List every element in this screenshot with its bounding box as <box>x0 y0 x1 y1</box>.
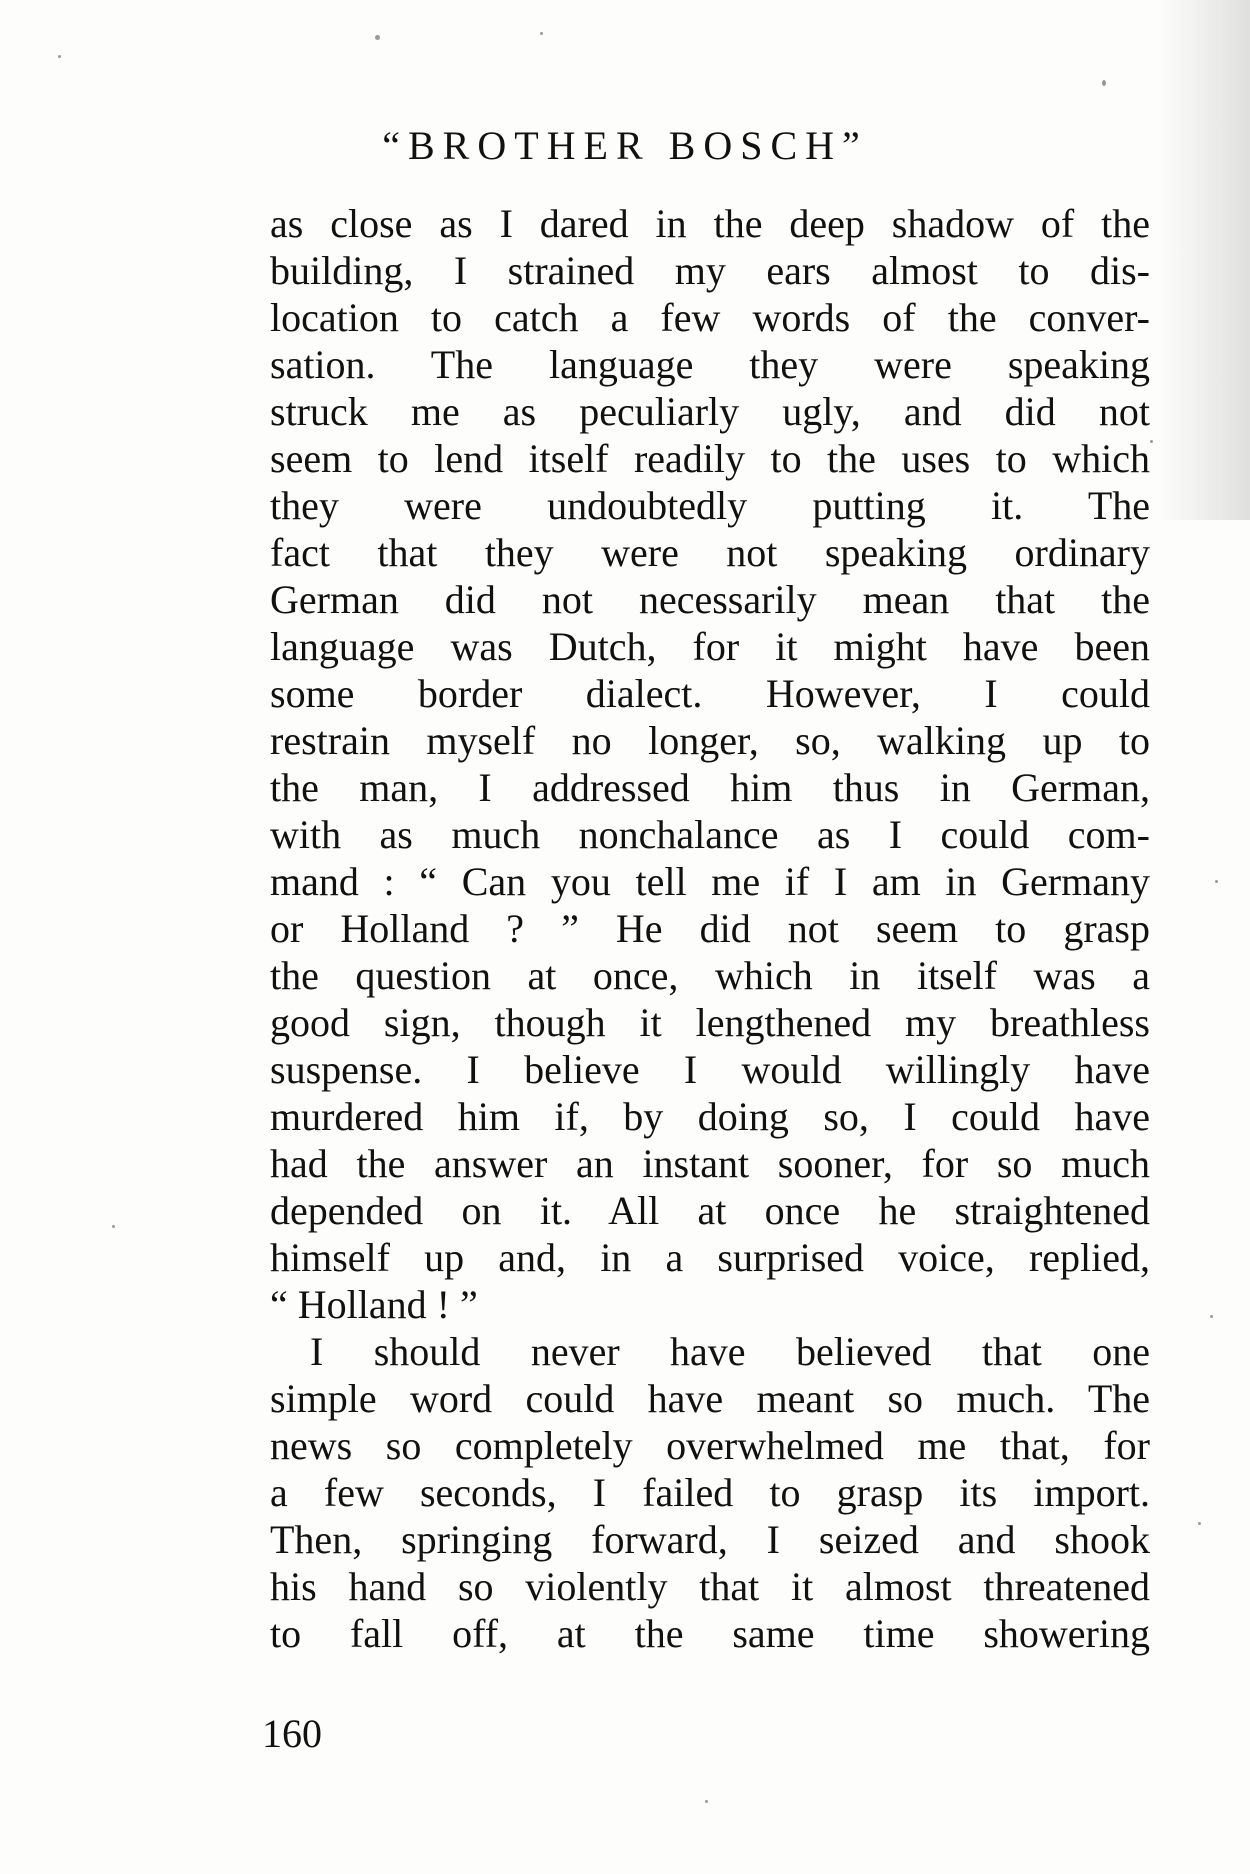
text-line: location to catch a few words of the conver- <box>270 295 1150 340</box>
text-line: the man, I addressed him thus in German, <box>270 765 1150 810</box>
page-number: 160 <box>262 1711 322 1756</box>
text-line: news so completely overwhelmed me that, for <box>270 1423 1150 1468</box>
text-line: building, I strained my ears almost to dis- <box>270 248 1150 293</box>
paragraph-1 <box>270 200 1150 1328</box>
text-line: his hand so violently that it almost threatened <box>270 1564 1150 1609</box>
text-line: murdered him if, by doing so, I could have <box>270 1094 1150 1139</box>
paragraph-2 <box>270 1328 1150 1657</box>
text-line: had the answer an instant sooner, for so much <box>270 1141 1150 1186</box>
text-line: they were undoubtedly putting it. The <box>270 483 1150 528</box>
text-line: fact that they were not speaking ordinary <box>270 530 1150 575</box>
text-line: himself up and, in a surprised voice, replied, <box>270 1235 1150 1280</box>
text-line: restrain myself no longer, so, walking up to <box>270 718 1150 763</box>
text-line: Then, springing forward, I seized and shook <box>270 1517 1150 1562</box>
text-line: good sign, though it lengthened my breathless <box>270 1000 1150 1045</box>
text-line: suspense. I believe I would willingly have <box>270 1047 1150 1092</box>
text-line: simple word could have meant so much. The <box>270 1376 1150 1421</box>
text-line: German did not necessarily mean that the <box>270 577 1150 622</box>
text-line: struck me as peculiarly ugly, and did not <box>270 389 1150 434</box>
page-edge-shadow <box>1160 0 1250 520</box>
text-line: “ Holland ! ” <box>270 1282 478 1327</box>
text-line: language was Dutch, for it might have been <box>270 624 1150 669</box>
text-line: a few seconds, I failed to grasp its import. <box>270 1470 1150 1515</box>
text-line: mand : “ Can you tell me if I am in Germany <box>270 859 1150 904</box>
text-line: with as much nonchalance as I could com- <box>270 812 1150 857</box>
text-line: depended on it. All at once he straightened <box>270 1188 1150 1233</box>
text-line: seem to lend itself readily to the uses to which <box>270 436 1150 481</box>
text-line: to fall off, at the same time showering <box>270 1611 1150 1656</box>
text-line: as close as I dared in the deep shadow of the <box>270 201 1150 246</box>
text-line: the question at once, which in itself was a <box>270 953 1150 998</box>
text-line: I should never have believed that one <box>310 1329 1150 1374</box>
body-text <box>270 200 1150 1657</box>
text-line: sation. The language they were speaking <box>270 342 1150 387</box>
running-head: “BROTHER BOSCH” <box>382 123 868 168</box>
text-line: some border dialect. However, I could <box>270 671 1150 716</box>
text-line: or Holland ? ” He did not seem to grasp <box>270 906 1150 951</box>
